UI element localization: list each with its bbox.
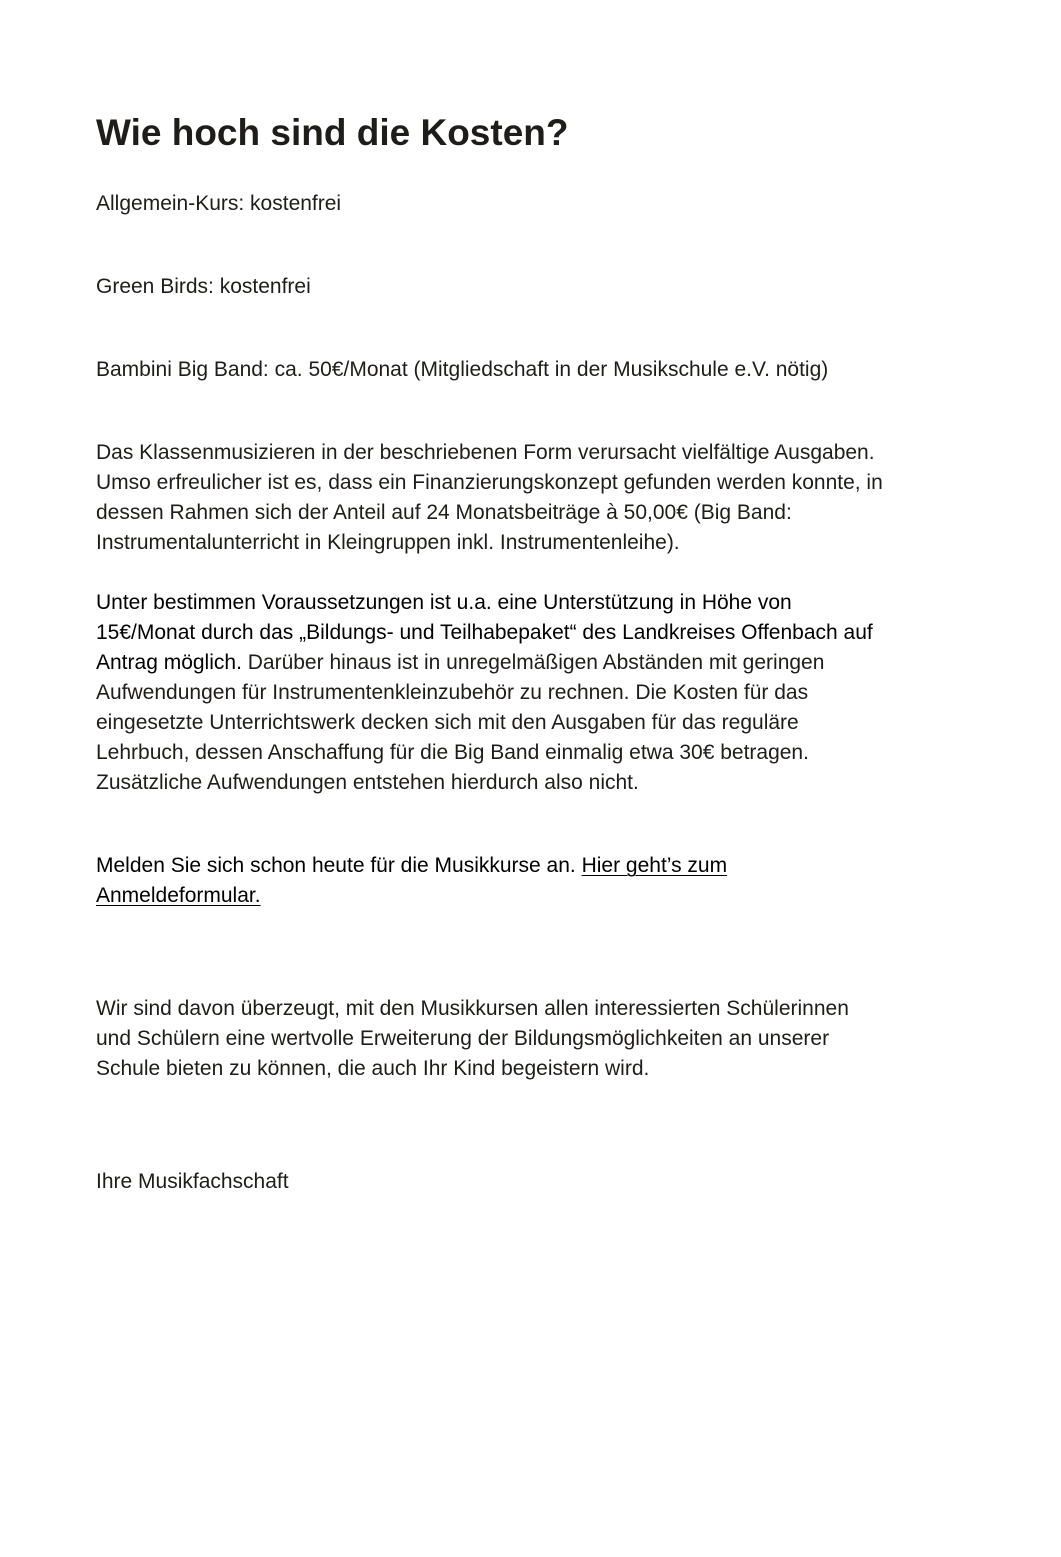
cost-allgemein-kurs: Allgemein-Kurs: kostenfrei — [96, 192, 342, 215]
text-line: Schule bieten zu können, die auch Ihr Kind begeistern wird. — [96, 1057, 650, 1080]
text-line: Aufwendungen für Instrumentenkleinzubehör zu rechnen. Die Kosten für das — [96, 681, 809, 704]
text-line: dessen Rahmen sich der Anteil auf 24 Monatsbeiträge à 50,00€ (Big Band: — [96, 501, 792, 524]
cost-green-birds: Green Birds: kostenfrei — [96, 275, 311, 298]
text-line: und Schülern eine wertvolle Erweiterung der Bildungsmöglichkeiten an unserer — [96, 1027, 830, 1050]
link-text[interactable]: Hier geht’s zum — [581, 854, 728, 877]
text-line: Melden Sie sich schon heute für die Musikkurse an. — [96, 854, 582, 877]
paragraph-klassenmusizieren — [96, 438, 966, 558]
cost-bambini-big-band: Bambini Big Band: ca. 50€/Monat (Mitgliedschaft in der Musikschule e.V. nötig) — [96, 358, 829, 381]
text-line: Unter bestimmen Voraussetzungen ist u.a. eine Unterstützung in Höhe von — [96, 591, 792, 614]
text-line: 15€/Monat durch das „Bildungs- und Teilhabepaket“ des Landkreises Offenbach auf — [96, 621, 873, 644]
text-line: Antrag möglich. — [96, 651, 242, 674]
text-line: eingesetzte Unterrichtswerk decken sich mit den Ausgaben für das reguläre — [96, 711, 799, 734]
text-line: Zusätzliche Aufwendungen entstehen hierdurch also nicht. — [96, 771, 639, 794]
text-line: Darüber hinaus ist in unregelmäßigen Abständen mit geringen — [241, 651, 825, 674]
text-line: Wir sind davon überzeugt, mit den Musikkursen allen interessierten Schülerinnen — [96, 997, 849, 1020]
paragraph-ueberzeugt — [96, 994, 966, 1084]
text-line: Instrumentalunterricht in Kleingruppen inkl. Instrumentenleihe). — [96, 531, 680, 554]
page-title: Wie hoch sind die Kosten? — [96, 112, 569, 153]
text-line: Das Klassenmusizieren in der beschriebenen Form verursacht vielfältige Ausgaben. — [96, 441, 875, 464]
paragraph-anmeldung — [96, 851, 966, 911]
link-text[interactable]: Anmeldeformular. — [96, 884, 261, 907]
text-line: Lehrbuch, dessen Anschaffung für die Big Band einmalig etwa 30€ betragen. — [96, 741, 809, 764]
paragraph-unterstuetzung — [96, 588, 966, 798]
signature: Ihre Musikfachschaft — [96, 1170, 289, 1193]
text-line: Umso erfreulicher ist es, dass ein Finanzierungskonzept gefunden werden konnte, in — [96, 471, 883, 494]
